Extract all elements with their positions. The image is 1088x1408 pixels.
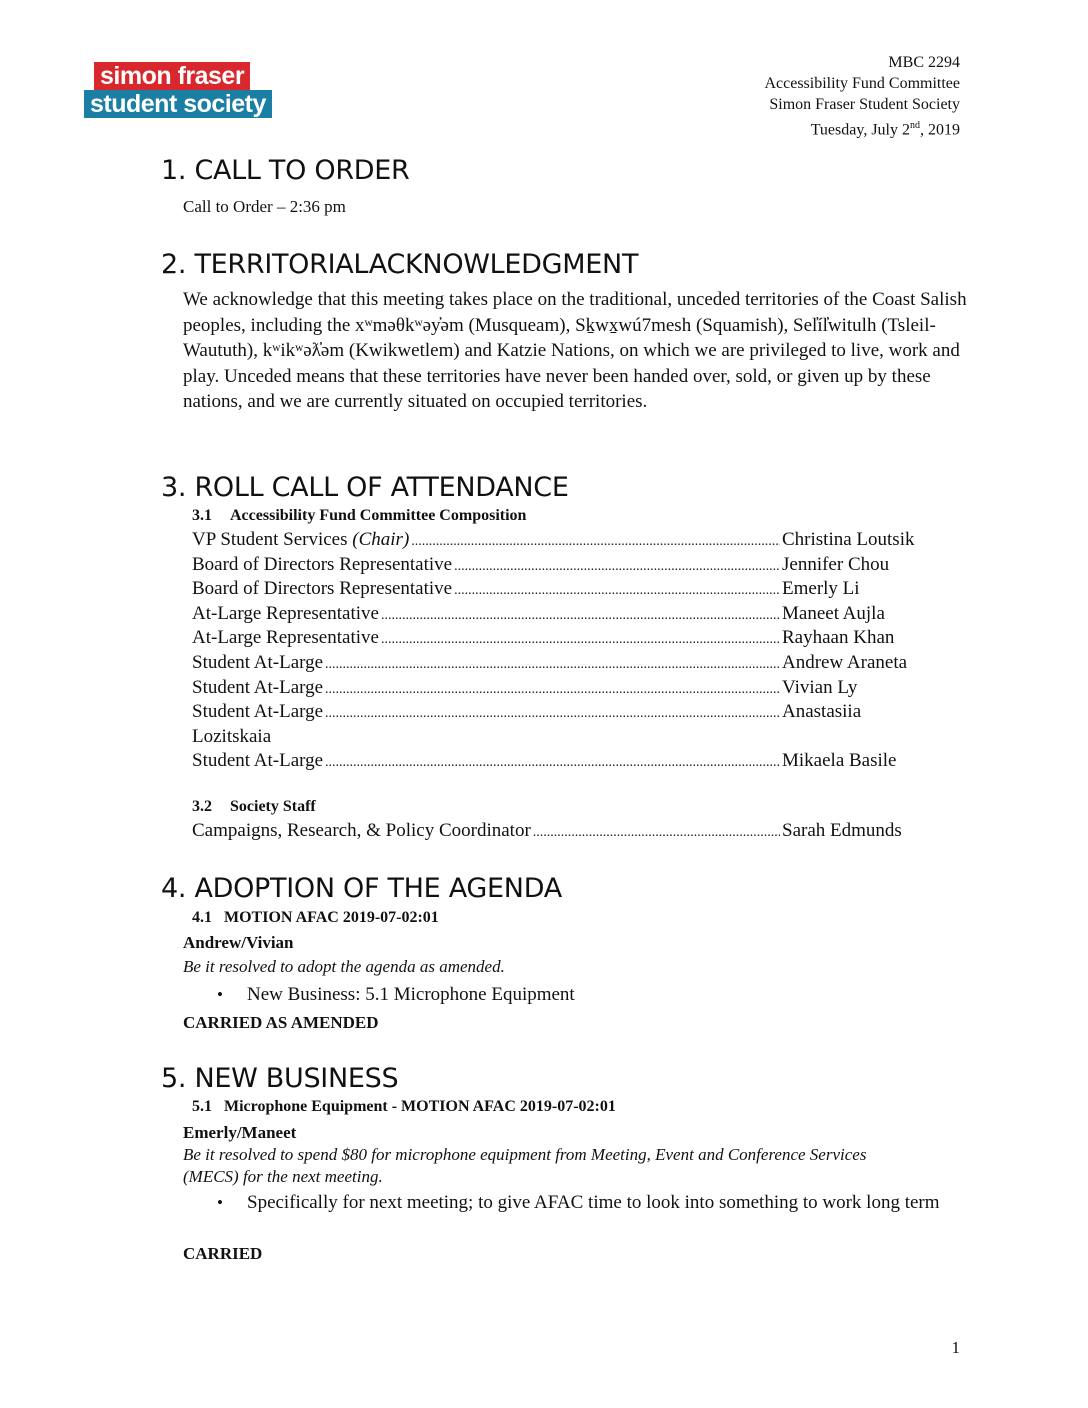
subsection-3-1-heading: 3.1 Accessibility Fund Committee Composition (192, 507, 527, 524)
staff-roster (192, 819, 982, 844)
section-4-heading: 4. ADOPTION OF THE AGENDA (161, 873, 562, 904)
motion-5-1-resolution: Be it resolved to spend $80 for microphone equipment from Meeting, Event and Conference Services (MECS) for the next meeting. (183, 1145, 867, 1186)
bullet-item: • New Business: 5.1 Microphone Equipment (183, 983, 973, 1008)
motion-5-1-heading: 5.1 Microphone Equipment - MOTION AFAC 2019-07-02:01 (192, 1098, 616, 1115)
header-code: MBC 2294 (888, 54, 960, 71)
section-1-heading: 1. CALL TO ORDER (161, 155, 410, 186)
bullet-item: • Specifically for next meeting; to give AFAC time to look into something to work long term (183, 1191, 943, 1216)
motion-4-1-heading: 4.1 MOTION AFAC 2019-07-02:01 (192, 909, 439, 926)
roster-row: Student At-Large ..... Andrew Araneta (192, 651, 982, 676)
section-2-heading: 2. TERRITORIALACKNOWLEDGMENT (161, 249, 639, 280)
sfss-logo (84, 62, 272, 118)
roster-row: At-Large Representative ..... Rayhaan Khan (192, 626, 982, 651)
roster-row: VP Student Services (Chair) ..... Christina Loutsik (192, 528, 982, 553)
document-header (764, 52, 960, 140)
call-to-order-text: Call to Order – 2:36 pm (183, 197, 346, 216)
header-committee: Accessibility Fund Committee (764, 75, 960, 92)
staff-row: Campaigns, Research, & Policy Coordinator ..... Sarah Edmunds (192, 819, 982, 844)
motion-4-1-resolution: Be it resolved to adopt the agenda as amended. (183, 957, 505, 976)
motion-4-1-result: CARRIED AS AMENDED (183, 1013, 379, 1032)
roster-row: Student At-Large ..... Mikaela Basile (192, 749, 982, 774)
header-date: Tuesday, July 2nd, 2019 (810, 120, 960, 139)
territorial-acknowledgment-text: We acknowledge that this meeting takes place on the traditional, unceded territories of the Coast Salish peoples, including the xʷməθkʷəy̓əm (Musqueam), Sḵwx̱wú7mesh (Squamish), Sel̓íl̓witulh (Tsleil-Waututh), kʷikʷəƛ̓əm (Kwikwetlem) and Katzie Nations, on which we are privileged to live, work and play. Unceded means that these territories have never been handed over, sold, or given up by these nations, and we are currently situated on occupied territories. (183, 289, 967, 412)
roster-wrap-line: Lozitskaia (192, 725, 272, 747)
header-society: Simon Fraser Student Society (769, 96, 960, 113)
committee-roster (192, 528, 982, 774)
motion-4-1-movers: Andrew/Vivian (183, 933, 294, 952)
motion-5-1-result: CARRIED (183, 1244, 263, 1263)
roster-row: Board of Directors Representative ..... Jennifer Chou (192, 553, 982, 578)
roster-row: Student At-Large ..... Anastasiia (192, 700, 982, 725)
section-5-heading: 5. NEW BUSINESS (161, 1063, 399, 1094)
logo-line-2: student society (84, 90, 272, 118)
page-number: 1 (951, 1338, 960, 1357)
roster-row: At-Large Representative ..... Maneet Aujla (192, 602, 982, 627)
section-3-heading: 3. ROLL CALL OF ATTENDANCE (161, 472, 569, 503)
motion-5-1-movers: Emerly/Maneet (183, 1123, 297, 1142)
motion-4-1-bullets (183, 983, 973, 1008)
roster-row: Board of Directors Representative ..... Emerly Li (192, 577, 982, 602)
subsection-3-2-heading: 3.2 Society Staff (192, 798, 316, 815)
motion-5-1-bullets (183, 1191, 943, 1216)
logo-line-1: simon fraser (94, 62, 250, 90)
roster-row: Student At-Large ..... Vivian Ly (192, 676, 982, 701)
